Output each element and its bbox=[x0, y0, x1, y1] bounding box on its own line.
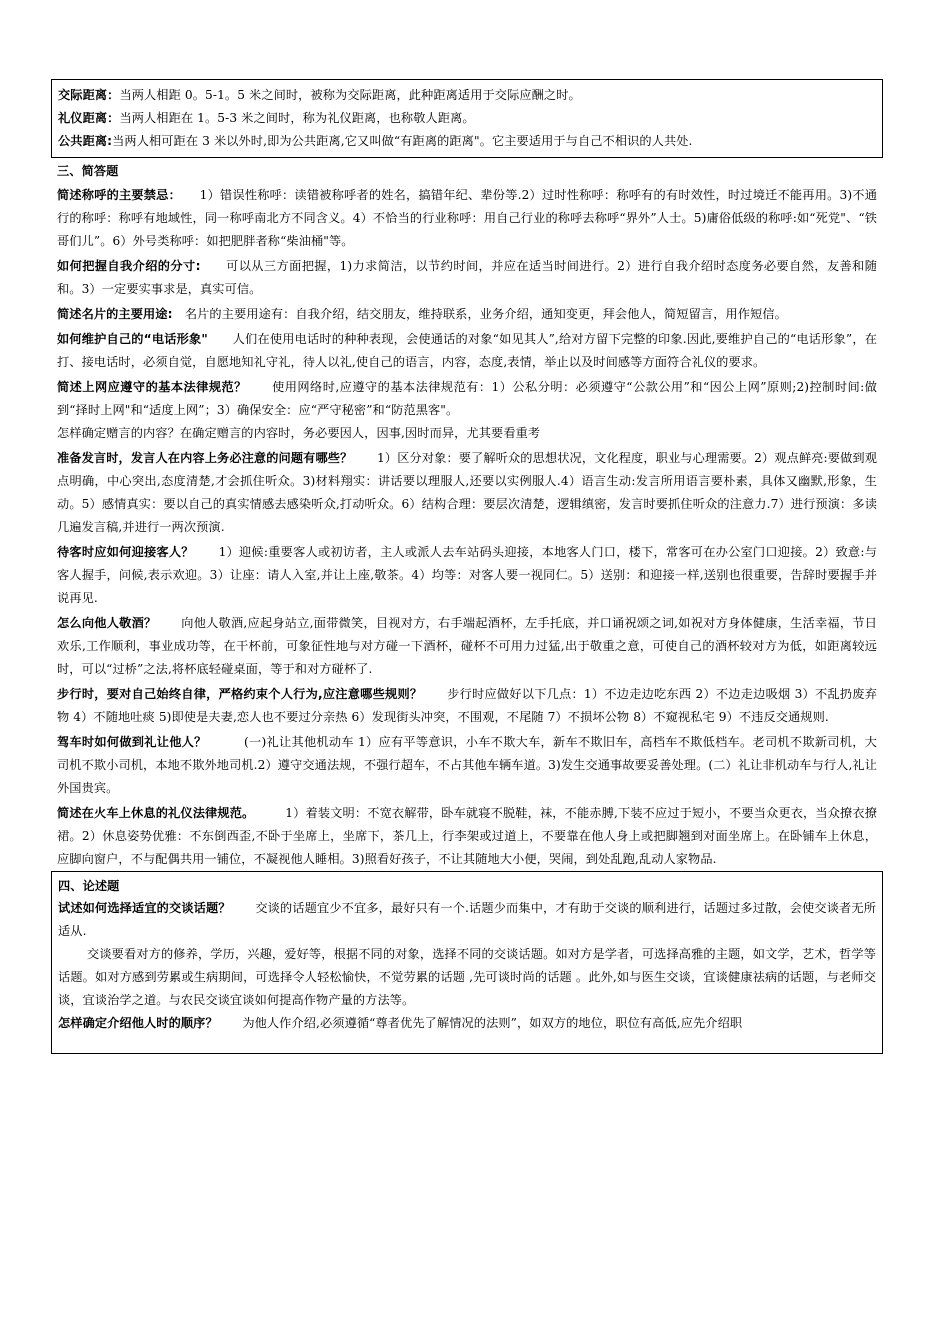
question: 简述称呼的主要禁忌： bbox=[57, 188, 175, 202]
qa-item bbox=[58, 943, 876, 1012]
term-text: 当两人相距 0。5-1。5 米之间时，被称为交际距离，此种距离适用于交际应酬之时。 bbox=[119, 88, 581, 102]
qa-item bbox=[57, 447, 877, 539]
answer: 1）着装文明：不宽衣解带，卧车就寝不脱鞋，袜，不能赤膊,下装不应过于短小，不要当众更衣，当众撩衣撩裙。2）休息姿势优雅：不东倒西歪,不卧于坐席上，坐席下，茶几上，行李架或过道上，不要靠在他人身上或把脚翘到对面坐席上。在卧铺车上休息，应脚向窗户，不与配偶共用一铺位，不凝视他人睡相。3)照看好孩子，不让其随地大小便，哭闹，到处乱跑,乱动人家物品. bbox=[57, 806, 878, 866]
question: 驾车时如何做到礼让他人？ bbox=[57, 735, 207, 749]
question: 简述上网应遵守的基本法律规范？ bbox=[57, 380, 247, 394]
answer: 1）错误性称呼：读错被称呼者的姓名，搞错年纪、辈份等.2）过时性称呼：称呼有的有时效性，时过境迁不能再用。3)不通行的称呼：称呼有地域性，同一称呼南北方不同含义。4）不恰当的行业称呼：用自己行业的称呼去称呼“界外”人士。5)庸俗低级的称呼:如“死党"、“铁哥们儿”。6）外号类称呼：如把肥胖者称“柴油桶"等。 bbox=[57, 188, 877, 248]
question: 简述名片的主要用途: bbox=[57, 307, 173, 321]
answer: 交谈的话题宜少不宜多，最好只有一个.话题少而集中，才有助于交谈的顺利进行，话题过多过散，会使交谈者无所适从. bbox=[58, 901, 876, 938]
question: 如何维护自己的“电话形象" bbox=[57, 332, 208, 346]
term-text: 当两人相可距在 3 米以外时,即为公共距离,它又叫做“有距离的距离"。它主要适用于与自己不相识的人共处. bbox=[112, 134, 693, 148]
question: 步行时，要对自己始终自律，严格约束个人行为,应注意哪些规则？ bbox=[57, 687, 423, 701]
qa-item bbox=[57, 612, 877, 681]
answer: 可以从三方面把握，1)力求简洁，以节约时间，并应在适当时间进行。2）进行自我介绍时态度务必要自然，友善和随和。3）一定要实事求是，真实可信。 bbox=[57, 259, 878, 296]
short-answer-section bbox=[51, 158, 883, 871]
question: 准备发言时，发言人在内容上务必注意的问题有哪些？ bbox=[57, 451, 353, 465]
qa-item bbox=[58, 897, 876, 943]
qa-item bbox=[57, 541, 877, 610]
answer: 为他人作介绍,必须遵循“尊者优先了解情况的法则”，如双方的地位，职位有高低,应先介绍职 bbox=[217, 1016, 743, 1030]
section-title: 四、论述题 bbox=[58, 879, 120, 893]
term-label: 交际距离： bbox=[58, 88, 120, 102]
question: 简述在火车上休息的礼仪法律规范。 bbox=[57, 806, 249, 820]
answer: (一)礼让其他机动车 1）应有平等意识，小车不欺大车，新车不欺旧车，高档车不欺低档车。老司机不欺新司机，大司机不欺小司机，本地不欺外地司机.2）遵守交通法规，不强行超车，不占其他车辆车道。3)发生交通事故要妥善处理。(二）礼让非机动车与行人,礼让外国贵宾。 bbox=[57, 735, 877, 795]
answer: 向他人敬酒,应起身站立,面带微笑，目视对方，右手端起酒杯，左手托底，并口诵祝颂之词,如祝对方身体健康，生活幸福，节日欢乐,工作顺利，事业成功等，在干杯前，可象征性地与对方碰一下酒杯，碰杯不可用力过猛,出于敬重之意，可使自己的酒杯较对方为低，如距离较远时，可以“过桥”之法,将杯底轻碰桌面，等于和对方碰杯了. bbox=[57, 616, 877, 676]
distance-definitions-box bbox=[51, 79, 883, 158]
qa-item bbox=[57, 184, 877, 253]
answer: 步行时应做好以下几点：1）不边走边吃东西 2）不边走边吸烟 3）不乱扔废弃物 4）不随地吐痰 5)即使是夫妻,恋人也不要过分亲热 6）发现街头冲突，不围观，不尾随 7）不损坏公物 8）不窥视私宅 9）不违反交通规则. bbox=[57, 687, 877, 724]
qa-item bbox=[57, 731, 877, 800]
section-title: 三、简答题 bbox=[57, 164, 119, 178]
question: 试述如何选择适宜的交谈话题？ bbox=[58, 901, 231, 915]
term-text: 当两人相距在 1。5-3 米之间时，称为礼仪距离，也称敬人距离。 bbox=[119, 111, 475, 125]
qa-item bbox=[57, 255, 877, 301]
answer: 使用网络时,应遵守的基本法律规范有：1）公私分明：必须遵守“公款公用”和“因公上网”原则;2)控制时间:做到“择时上网"和“适度上网”；3）确保安全：应“严守秘密”和“防范黑客"。 bbox=[57, 380, 877, 417]
answer: 1）迎候:重要客人或初访者，主人或派人去车站码头迎接，本地客人门口，楼下，常客可在办公室门口迎接。2）致意:与客人握手，问候,表示欢迎。3）让座：请人入室,并让上座,敬茶。4）均等：对客人要一视同仁。5）送别：和迎接一样,送别也很重要，告辞时要握手并说再见. bbox=[57, 545, 877, 605]
answer: 交谈要看对方的修养，学历，兴趣，爱好等，根据不同的对象，选择不同的交谈话题。如对方是学者，可选择高雅的主题，如文学，艺术，哲学等话题。如对方感到劳累或生病期间，可选择令人轻松愉快，不觉劳累的话题 ,先可谈时尚的话题 。此外,如与医生交谈，宜谈健康祛病的话题，与老师交谈，宜谈治学之道。与农民交谈宜谈如何提高作物产量的方法等。 bbox=[58, 947, 876, 1007]
qa-item bbox=[57, 303, 877, 326]
qa-item bbox=[58, 1012, 876, 1035]
document-page bbox=[51, 79, 883, 1054]
question: 待客时应如何迎接客人？ bbox=[57, 545, 194, 559]
essay-section-box bbox=[51, 871, 883, 1054]
answer: 名片的主要用途有：自我介绍，结交朋友，维持联系，业务介绍，通知变更，拜会他人，简短留言，用作短信。 bbox=[172, 307, 787, 321]
qa-item bbox=[57, 376, 877, 422]
question: 如何把握自我介绍的分寸: bbox=[57, 259, 201, 273]
answer: 怎样确定赠言的内容？在确定赠言的内容时，务必要因人，因事,因时而异，尤其要看重考 bbox=[57, 426, 541, 440]
definition-public-distance bbox=[58, 130, 876, 153]
qa-item bbox=[57, 422, 877, 445]
definition-etiquette-distance bbox=[58, 107, 876, 130]
term-label: 公共距离: bbox=[58, 134, 113, 148]
qa-item bbox=[57, 802, 877, 871]
definition-social-distance bbox=[58, 84, 876, 107]
term-label: 礼仪距离： bbox=[58, 111, 120, 125]
question: 怎样确定介绍他人时的顺序？ bbox=[58, 1016, 218, 1030]
answer: 1）区分对象：要了解听众的思想状况，文化程度，职业与心理需要。2）观点鲜亮:要做到观点明确，中心突出,态度清楚,才会抓住听众。3)材料翔实：讲话要以理服人,还要以实例服人.4）语言生动:发言所用语言要朴素，具体又幽默,形象，生动。5）感情真实：要以自己的真实情感去感染听众,打动听众。6）结构合理：要层次清楚，逻辑缜密，发言时要抓住听众的注意力.7）进行预演：多读几遍发言稿,并进行一两次预演. bbox=[57, 451, 877, 534]
question: 怎么向他人敬酒？ bbox=[57, 616, 157, 630]
qa-item bbox=[57, 683, 877, 729]
answer: 人们在使用电话时的种种表现，会使通话的对象“如见其人”,给对方留下完整的印象.因此,要维护自己的“电话形象”，在打、接电话时，必须自觉，自愿地知礼守礼，待人以礼,使自己的语言，内容，态度,表情，举止以及时间感等方面符合礼仪的要求。 bbox=[57, 332, 877, 369]
qa-item bbox=[57, 328, 877, 374]
